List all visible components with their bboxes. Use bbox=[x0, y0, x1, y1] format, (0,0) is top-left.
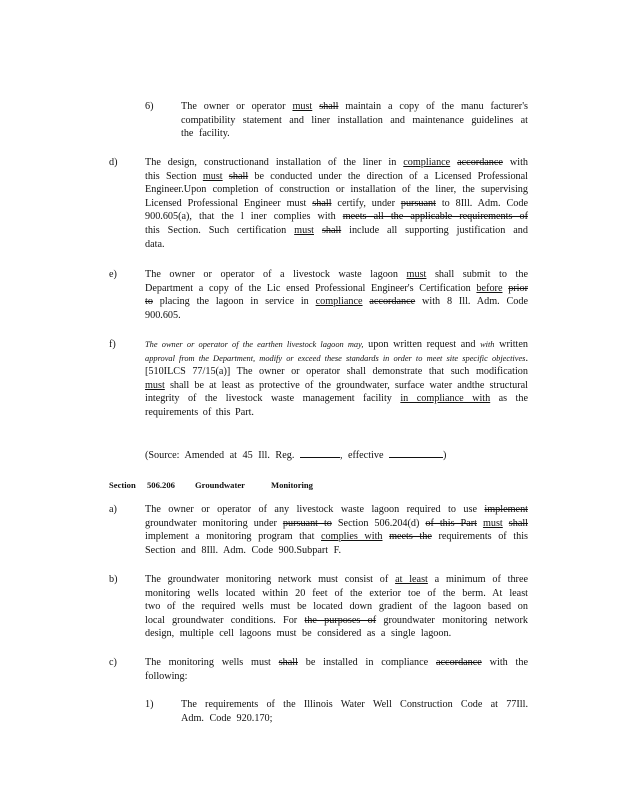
item-b-text: The groundwater monitoring network must consist of at least a minimum of three monitoring wells located within 20 feet of the exterior toe of the berm. At least two of the required wells must be located down gradient of the lagoon based on local groundwater conditions. For the purposes of groundwater monitoring network design, multiple cell lagoons must be considered as a single lagoon. bbox=[145, 574, 528, 640]
item-c-1-label: 1) bbox=[145, 699, 154, 710]
item-b-label: b) bbox=[109, 574, 118, 585]
item-a-label: a) bbox=[109, 504, 117, 515]
item-e-text: The owner or operator of a livestock waste lagoon must shall submit to the Department a copy of the Lic ensed Professional Engineer's Certification before prior to placing the lagoon in service in compliance accordance with 8 Ill. Adm. Code 900.605. bbox=[145, 269, 528, 321]
blank-date bbox=[389, 457, 443, 458]
source-note: (Source: Amended at 45 Ill. Reg. , effective ) bbox=[145, 450, 447, 461]
item-c-label: c) bbox=[109, 657, 117, 668]
item-c-text: The monitoring wells must shall be installed in compliance accordance with the following: bbox=[145, 657, 529, 682]
item-f-label: f) bbox=[109, 339, 116, 350]
section-title: Groundwater Monitoring bbox=[195, 480, 313, 490]
item-a-text: The owner or operator of any livestock waste lagoon required to use implement groundwater monitoring under pursuant to Section 506.204(d) of this Part must shall implement a monitoring program that complies with meets the requirements of this Section and 8Ill. Adm. Code 900.Subpart F. bbox=[145, 504, 529, 556]
item-6-label: 6) bbox=[145, 101, 154, 112]
item-d-label: d) bbox=[109, 157, 118, 168]
blank-volume bbox=[300, 457, 340, 458]
item-d-text: The design, constructionand installation of the liner in compliance accordance with this Section must shall be conducted under the direction of a Licensed Professional Engineer.Upon completion of construction or installation of the liner, the supervising Licensed Professional Engineer must shall certify, under pursuant to 8Ill. Adm. Code 900.605(a), that the l iner complies with meets all the applicable requirements of this Section. Such certification must shall include all supporting justification and data. bbox=[145, 157, 528, 250]
item-f-text: The owner or operator of the earthen livestock lagoon may, upon written request and with written approval from the Department, modify or exceed these standards in order to meet site specific objectives. [510ILCS 77/15(a)] The owner or operator shall demonstrate that such modification must shall be at least as protective of the groundwater, surface water andthe structural integrity of the livestock waste management facility in compliance with as the requirements of this Part. bbox=[145, 339, 529, 418]
item-c-1-text: The requirements of the Illinois Water Well Construction Code at 77Ill. Adm. Code 920.170; bbox=[181, 699, 528, 724]
section-number: 506.206 bbox=[147, 480, 175, 490]
section-label: Section bbox=[109, 480, 136, 490]
item-e-label: e) bbox=[109, 269, 117, 280]
item-6-text: The owner or operator must shall maintain a copy of the manu facturer's compatibility statement and liner installation and maintenance guidelines at the facility. bbox=[181, 101, 528, 140]
